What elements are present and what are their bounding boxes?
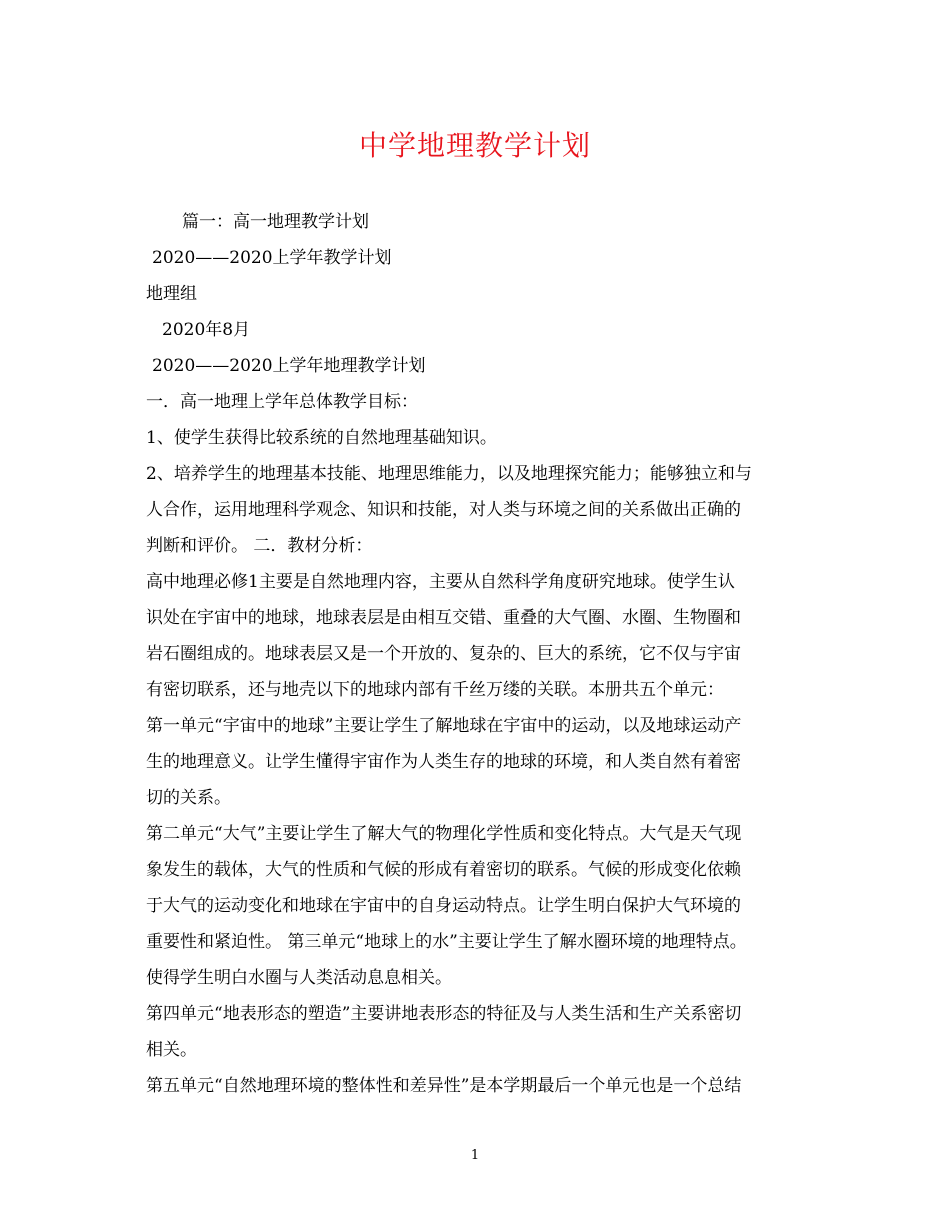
group-name: 地理组: [146, 284, 197, 304]
paragraph-line: 高中地理必修1主要是自然地理内容，主要从自然科学角度研究地球。使学生认: [146, 572, 735, 592]
paragraph-line: 切的关系。: [146, 788, 231, 808]
paragraph-line: 识处在宇宙中的地球，地球表层是由相互交错、重叠的大气圈、水圈、生物圈和: [146, 608, 741, 628]
date-line: 2020年8月: [162, 320, 251, 340]
paragraph-line: 生的地理意义。让学生懂得宇宙作为人类生存的地球的环境，和人类自然有着密: [146, 752, 741, 772]
page-number: 1: [470, 1148, 480, 1163]
paragraph-line: 第一单元“宇宙中的地球”主要让学生了解地球在宇宙中的运动，以及地球运动产: [146, 716, 742, 736]
paragraph-line: 人合作，运用地理科学观念、知识和技能，对人类与环境之间的关系做出正确的: [146, 500, 741, 520]
paragraph-line: 使得学生明白水圈与人类活动息息相关。: [146, 968, 452, 988]
paragraph-line: 第四单元“地表形态的塑造”主要讲地表形态的特征及与人类生活和生产关系密切: [146, 1004, 742, 1024]
paragraph-line: 于大气的运动变化和地球在宇宙中的自身运动特点。让学生明白保护大气环境的: [146, 896, 741, 916]
paragraph-line: 判断和评价。 二．教材分析：: [146, 536, 373, 556]
paragraph-line: 一．高一地理上学年总体教学目标：: [146, 392, 418, 412]
section-heading: 篇一：高一地理教学计划: [182, 212, 369, 232]
paragraph-line: 重要性和紧迫性。 第三单元“地球上的水”主要让学生了解水圈环境的地理特点。: [146, 932, 747, 952]
document-body: [146, 204, 810, 1104]
paragraph-line: 2、培养学生的地理基本技能、地理思维能力，以及地理探究能力；能够独立和与: [146, 464, 752, 484]
paragraph-line: 第二单元“大气”主要让学生了解大气的物理化学性质和变化特点。大气是天气现: [146, 824, 742, 844]
paragraph-line: 第五单元“自然地理环境的整体性和差异性”是本学期最后一个单元也是一个总结: [146, 1076, 742, 1096]
paragraph-line: 象发生的载体，大气的性质和气候的形成有着密切的联系。气候的形成变化依赖: [146, 860, 741, 880]
paragraph-line: 岩石圈组成的。地球表层又是一个开放的、复杂的、巨大的系统，它不仅与宇宙: [146, 644, 741, 664]
plan-subtitle: 2020——2020上学年教学计划: [152, 248, 392, 268]
plan-heading: 2020——2020上学年地理教学计划: [152, 356, 426, 376]
paragraph-line: 相关。: [146, 1040, 197, 1060]
paragraph-line: 有密切联系，还与地壳以下的地球内部有千丝万缕的关联。本册共五个单元：: [146, 680, 724, 700]
paragraph-line: 1、使学生获得比较系统的自然地理基础知识。: [146, 428, 497, 448]
page-title: 中学地理教学计划: [358, 129, 591, 162]
